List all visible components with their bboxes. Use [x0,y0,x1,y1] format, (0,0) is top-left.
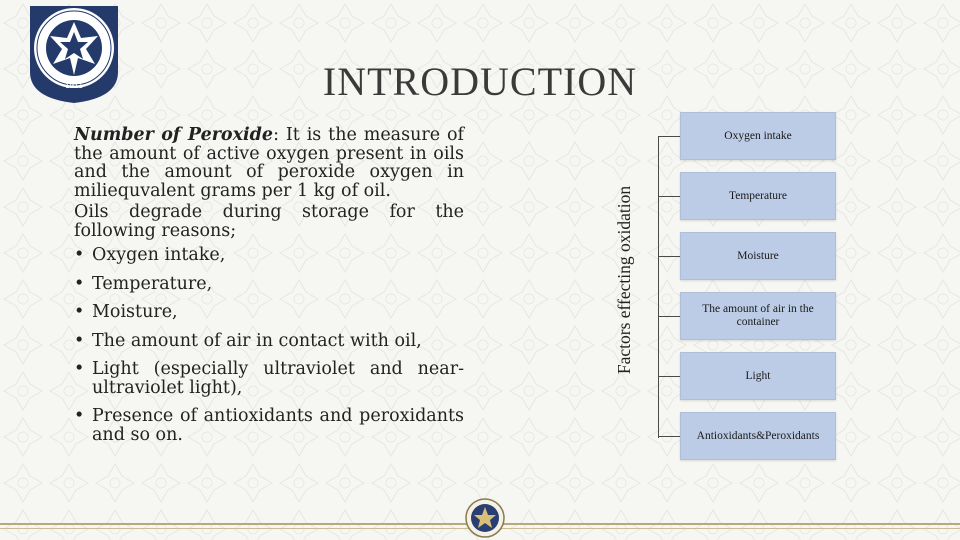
diagram-connector-line [658,436,680,437]
university-logo [26,2,122,104]
factor-box-air-amount: The amount of air in the container [680,292,836,340]
definition-text: : It is the measure of the amount of active oxygen present in oils and the amount of peroxide oxygen in miliequvalent grams per 1 kg of oil. [74,125,464,201]
reasons-list [74,246,464,444]
slide-title: INTRODUCTION [322,59,638,104]
diagram-connector-line [658,196,680,197]
bullet-icon: • [74,406,85,426]
logo-year: 1911 [65,82,83,90]
factor-box-moisture: Moisture [680,232,836,280]
bullet-icon: • [74,330,85,351]
intro-sentence: Oils degrade during storage for the following reasons; [74,202,464,241]
factor-box-oxygen-intake: Oxygen intake [680,112,836,160]
list-item: • Moisture, [74,302,178,322]
definition-term: Number of Peroxide [74,125,274,145]
list-item: • Light (especially ultraviolet and near-ultraviolet light), [74,359,464,398]
factor-box-temperature: Temperature [680,172,836,220]
bullet-icon: • [74,302,85,322]
university-seal-icon [465,498,505,538]
list-item: • Oxygen intake, [74,245,226,265]
diagram-connector-line [658,316,680,317]
slide-body [74,126,464,454]
list-item: • Presence of antioxidants and peroxidants and so on. [74,406,464,445]
list-item: • Temperature, [74,273,213,294]
factor-box-light: Light [680,352,836,400]
factor-box-antioxidants: Antioxidants&Peroxidants [680,412,836,460]
diagram-side-label: Factors effecting oxidation [614,185,634,375]
diagram-connector-line [658,136,680,137]
diagram-connector-line [658,376,680,377]
diagram-connector-line [658,136,659,438]
bullet-icon: • [74,359,85,379]
bullet-icon: • [74,273,85,294]
list-item: • The amount of air in contact with oil, [74,330,422,351]
definition-paragraph [74,126,464,200]
diagram-connector-line [658,256,680,257]
bullet-icon: • [74,245,85,265]
